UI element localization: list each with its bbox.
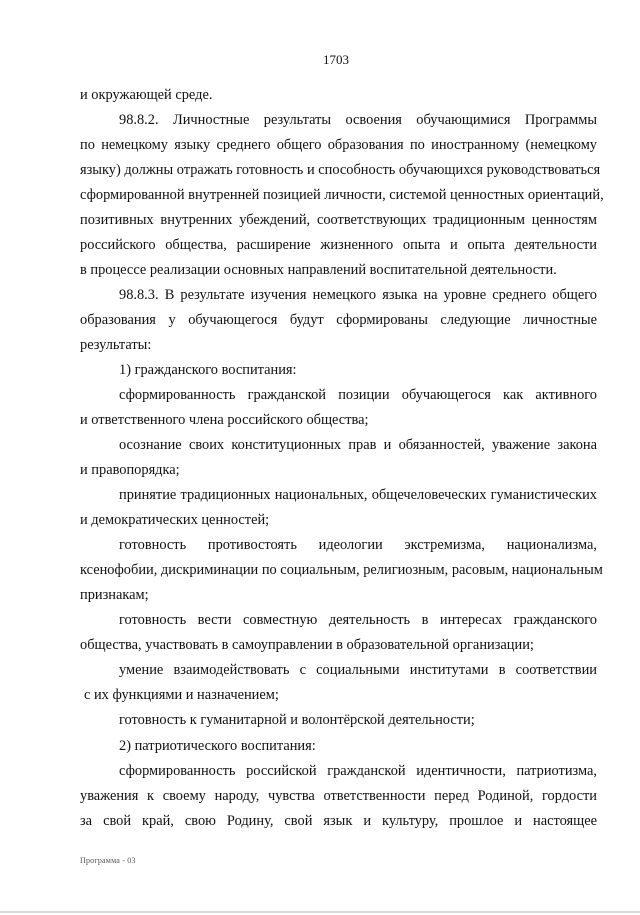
page-footer: Программа - 03 xyxy=(80,856,136,865)
text-line: ксенофобии, дискриминации по социальным, религиозным, расовым, национальным xyxy=(80,562,603,578)
text-line: и ответственного члена российского общества; xyxy=(80,412,369,428)
text-line: и правопорядка; xyxy=(80,462,180,478)
text-line: позитивных внутренних убеждений, соответствующих традиционным ценностям xyxy=(80,212,597,228)
text-line: за свой край, свою Родину, свой язык и культуру, прошлое и настоящее xyxy=(80,813,597,829)
text-line: 98.8.2. Личностные результаты освоения обучающимися Программы xyxy=(119,112,597,128)
text-line: и демократических ценностей; xyxy=(80,512,270,528)
text-line: 2) патриотического воспитания: xyxy=(119,738,316,754)
text-line: общества, участвовать в самоуправлении в образовательной организации; xyxy=(80,637,534,653)
text-line: образования у обучающегося будут сформированы следующие личностные xyxy=(80,312,597,328)
text-line: с их функциями и назначением; xyxy=(84,687,279,703)
text-line: сформированность гражданской позиции обучающегося как активного xyxy=(119,387,597,403)
text-line: по немецкому языку среднего общего образования по иностранному (немецкому xyxy=(80,137,597,153)
text-line: 98.8.3. В результате изучения немецкого языка на уровне среднего общего xyxy=(119,287,597,303)
text-line: языку) должны отражать готовность и способность обучающихся руководствоваться xyxy=(80,162,601,178)
text-line: готовность вести совместную деятельность в интересах гражданского xyxy=(119,612,597,628)
text-line: готовность противостоять идеологии экстремизма, национализма, xyxy=(119,537,597,553)
text-line: осознание своих конституционных прав и обязанностей, уважение закона xyxy=(119,437,597,453)
page-number: 1703 xyxy=(323,52,349,67)
text-line: готовность к гуманитарной и волонтёрской деятельности; xyxy=(119,712,475,728)
text-line: 1) гражданского воспитания: xyxy=(119,362,297,378)
text-line: сформированной внутренней позицией личности, системой ценностных ориентаций, xyxy=(80,187,604,203)
text-line: результаты: xyxy=(80,337,152,353)
text-line: принятие традиционных национальных, общечеловеческих гуманистических xyxy=(119,487,597,503)
text-line: сформированность российской гражданской идентичности, патриотизма, xyxy=(119,763,597,779)
text-line: признакам; xyxy=(80,587,149,603)
text-line: в процессе реализации основных направлений воспитательной деятельности. xyxy=(80,262,557,278)
text-line: и окружающей среде. xyxy=(80,87,213,103)
text-line: умение взаимодействовать с социальными институтами в соответствии xyxy=(119,662,597,678)
text-line: российского общества, расширение жизненного опыта и опыта деятельности xyxy=(80,237,597,253)
scan-edge xyxy=(0,911,640,913)
text-line: уважения к своему народу, чувства ответственности перед Родиной, гордости xyxy=(80,788,597,804)
